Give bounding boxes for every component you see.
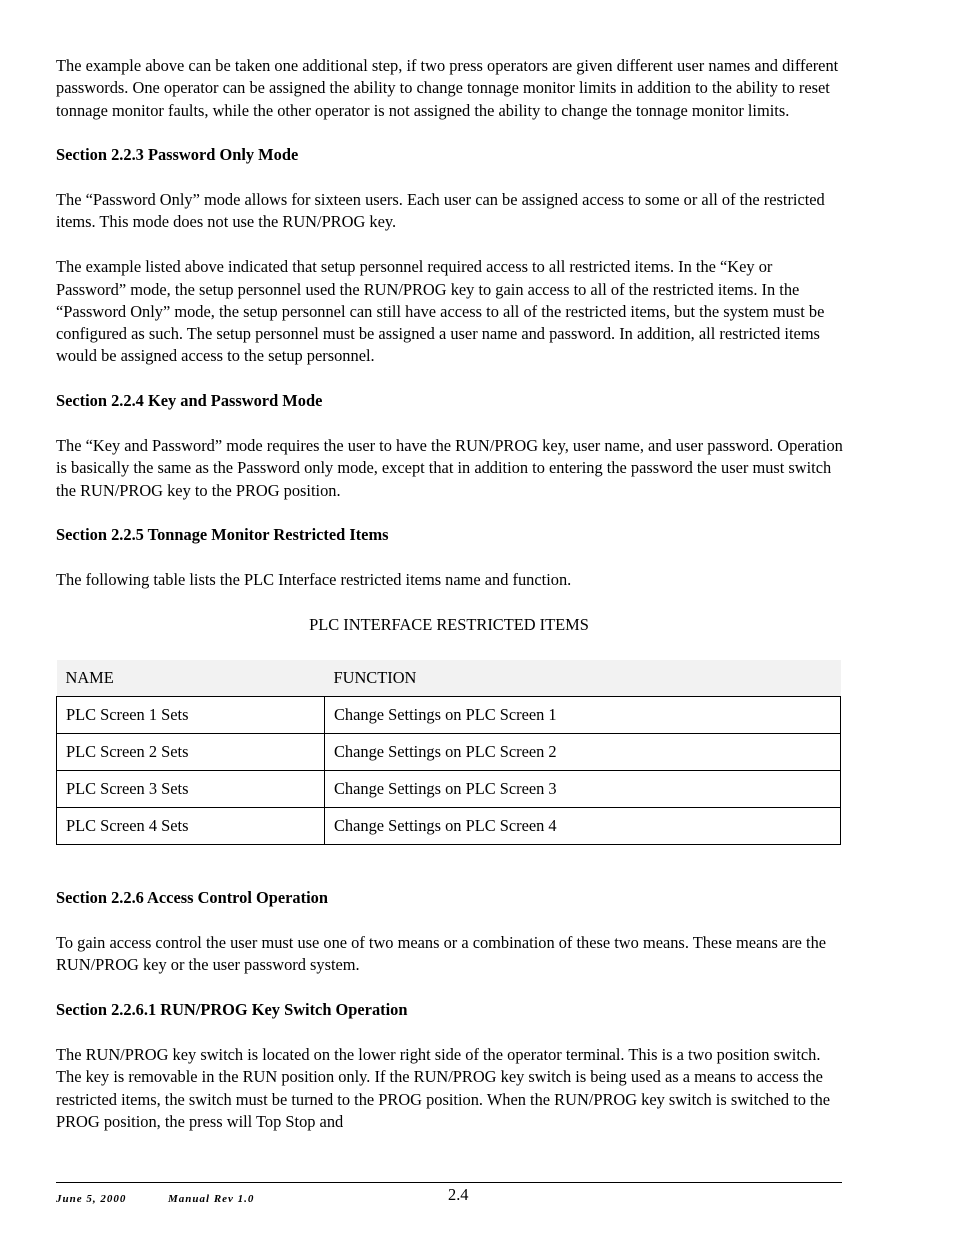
header-function: FUNCTION [325,660,841,697]
row-function-cell: Change Settings on PLC Screen 4 [325,808,841,845]
section-2-2-5-heading: Section 2.2.5 Tonnage Monitor Restricted Items [56,525,389,545]
row-function-cell: Change Settings on PLC Screen 1 [325,697,841,734]
table-row [57,697,841,734]
table-row [57,808,841,845]
intro-paragraph: The example above can be taken one additional step, if two press operators are given different user names and different passwords. One operator can be assigned the ability to change tonnage monitor limits in addition to the ability to reset tonnage monitor faults, while the other operator is not assigned the ability to change the tonnage monitor limits. [56,56,839,120]
row-name-cell: PLC Screen 3 Sets [57,771,325,808]
document-page [56,55,846,1156]
page-footer [56,1182,842,1205]
page-number: 2.4 [448,1185,469,1204]
footer-revision: Manual Rev 1.0 [168,1193,255,1205]
row-name-cell: PLC Screen 1 Sets [57,697,325,734]
row-function-cell: Change Settings on PLC Screen 2 [325,734,841,771]
row-name-cell: PLC Screen 4 Sets [57,808,325,845]
section-2-2-4-heading: Section 2.2.4 Key and Password Mode [56,391,323,411]
section-2-2-6-heading: Section 2.2.6 Access Control Operation [56,888,328,908]
section-2-2-3-paragraph-1: The “Password Only” mode allows for sixteen users. Each user can be assigned access to some or all of the restricted items. This mode does not use the RUN/PROG key. [56,190,825,232]
header-name: NAME [57,660,325,697]
section-2-2-6-1-paragraph: The RUN/PROG key switch is located on the lower right side of the operator terminal. This is a two position switch. The key is removable in the RUN position only. If the RUN/PROG key switch is being used as a means to access the restricted items, the switch must be turned to the PROG position. When the RUN/PROG key switch is switched to the PROG position, the press will Top Stop and [56,1045,831,1131]
row-name-cell: PLC Screen 2 Sets [57,734,325,771]
table-row [57,771,841,808]
footer-date: June 5, 2000 [56,1193,127,1205]
section-2-2-6-1-heading: Section 2.2.6.1 RUN/PROG Key Switch Operation [56,1000,408,1020]
restricted-items-table [56,660,841,845]
row-function-cell: Change Settings on PLC Screen 3 [325,771,841,808]
table-row [57,734,841,771]
section-2-2-3-paragraph-2: The example listed above indicated that setup personnel required access to all restricted items. In the “Key or Password” mode, the setup personnel used the RUN/PROG key to gain access to all of the restricted items. In the “Password Only” mode, the setup personnel can still have access to all of the restricted items, but the system must be configured as such. The setup personnel must be assigned a user name and password. In addition, all restricted items would be assigned access to the setup personnel. [56,257,825,366]
table-caption: PLC INTERFACE RESTRICTED ITEMS [309,615,589,635]
section-2-2-4-paragraph: The “Key and Password” mode requires the user to have the RUN/PROG key, user name, and user password. Operation is basically the same as the Password only mode, except that in addition to entering the password the user must switch the RUN/PROG key to the PROG position. [56,436,843,500]
section-2-2-5-paragraph: The following table lists the PLC Interface restricted items name and function. [56,570,572,590]
section-2-2-3-heading: Section 2.2.3 Password Only Mode [56,145,299,165]
section-2-2-6-paragraph: To gain access control the user must use one of two means or a combination of these two means. These means are the RUN/PROG key or the user password system. [56,933,827,975]
table-header-row [57,660,841,697]
